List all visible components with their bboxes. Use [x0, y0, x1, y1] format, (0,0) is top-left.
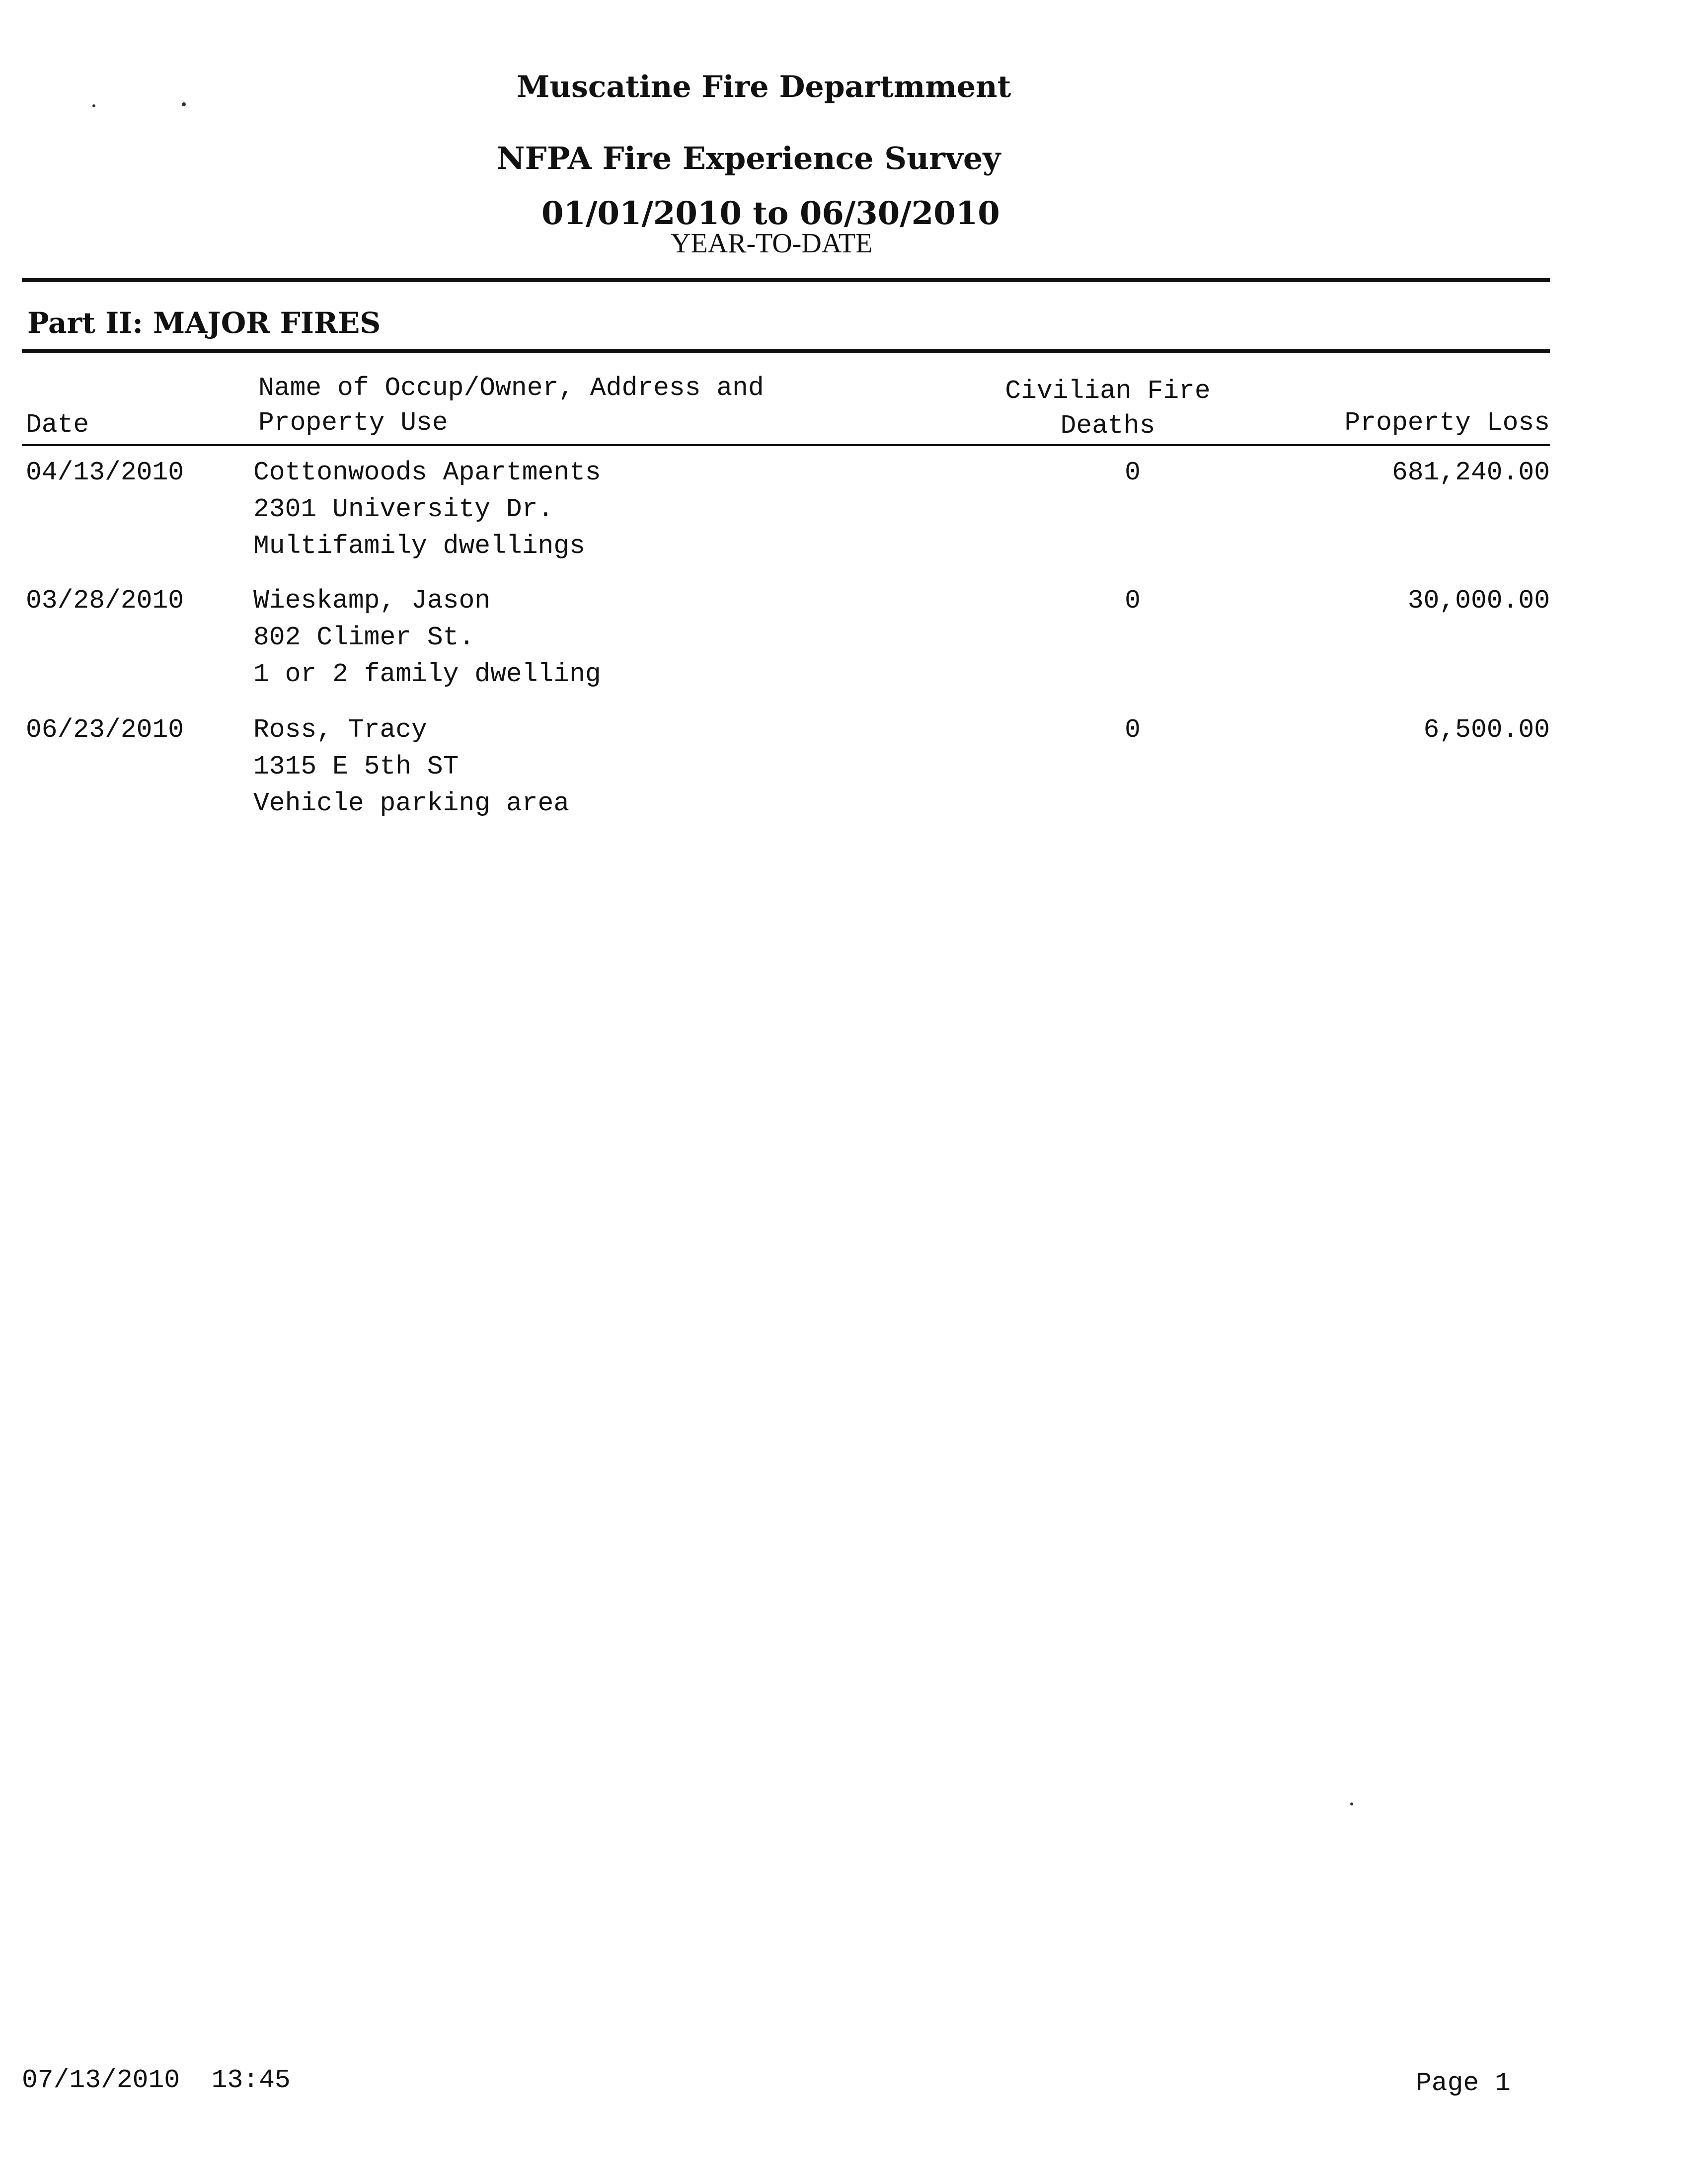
section-divider: [22, 349, 1550, 353]
row-property-use: Vehicle parking area: [253, 788, 570, 818]
row-occupant: [253, 711, 569, 822]
row-civilian-deaths: 0: [1125, 458, 1141, 487]
header-divider: [22, 278, 1550, 282]
column-header-deaths-line2: Deaths: [1060, 411, 1155, 441]
row-address: 1315 E 5th ST: [253, 752, 459, 781]
row-property-loss: 681,240.00: [1391, 458, 1550, 487]
row-occupant-name: Cottonwoods Apartments: [253, 458, 601, 487]
date-range: 01/01/2010 to 06/30/2010: [541, 195, 1000, 232]
table-row: [0, 454, 1687, 573]
page-number: Page 1: [1416, 2068, 1511, 2098]
row-property-loss: 6,500.00: [1423, 715, 1550, 745]
row-date: 03/28/2010: [26, 586, 184, 616]
scan-speck: [1350, 1802, 1353, 1805]
row-occupant: [253, 582, 601, 693]
column-header-date: Date: [26, 410, 89, 440]
row-occupant-name: Ross, Tracy: [253, 715, 427, 745]
row-address: 802 Climer St.: [253, 623, 475, 652]
row-occupant: [253, 454, 601, 564]
row-occupant-name: Wieskamp, Jason: [253, 586, 491, 616]
column-header-name-line2: Property Use: [258, 408, 448, 438]
row-address: 2301 University Dr.: [253, 494, 554, 524]
row-property-loss: 30,000.00: [1407, 586, 1550, 616]
row-date: 04/13/2010: [26, 458, 184, 487]
department-title: Muscatine Fire Departmment: [517, 70, 1011, 104]
section-title: Part II: MAJOR FIRES: [27, 306, 381, 340]
survey-title: NFPA Fire Experience Survey: [497, 140, 1001, 176]
column-header-divider: [22, 444, 1550, 446]
row-property-use: 1 or 2 family dwelling: [253, 659, 601, 689]
row-property-use: Multifamily dwellings: [253, 531, 585, 561]
column-header-name-line1: Name of Occup/Owner, Address and: [258, 373, 764, 403]
period-label: YEAR-TO-DATE: [671, 228, 873, 259]
table-row: [0, 582, 1687, 702]
row-civilian-deaths: 0: [1125, 586, 1141, 616]
scan-speck: [182, 102, 186, 106]
row-date: 06/23/2010: [26, 715, 184, 745]
column-header-deaths-line1: Civilian Fire: [1005, 376, 1211, 406]
table-row: [0, 711, 1687, 831]
column-header-property-loss: Property Loss: [1344, 408, 1550, 438]
scan-speck: [92, 104, 95, 107]
row-civilian-deaths: 0: [1125, 715, 1141, 745]
footer-timestamp: 07/13/2010 13:45: [22, 2065, 291, 2095]
